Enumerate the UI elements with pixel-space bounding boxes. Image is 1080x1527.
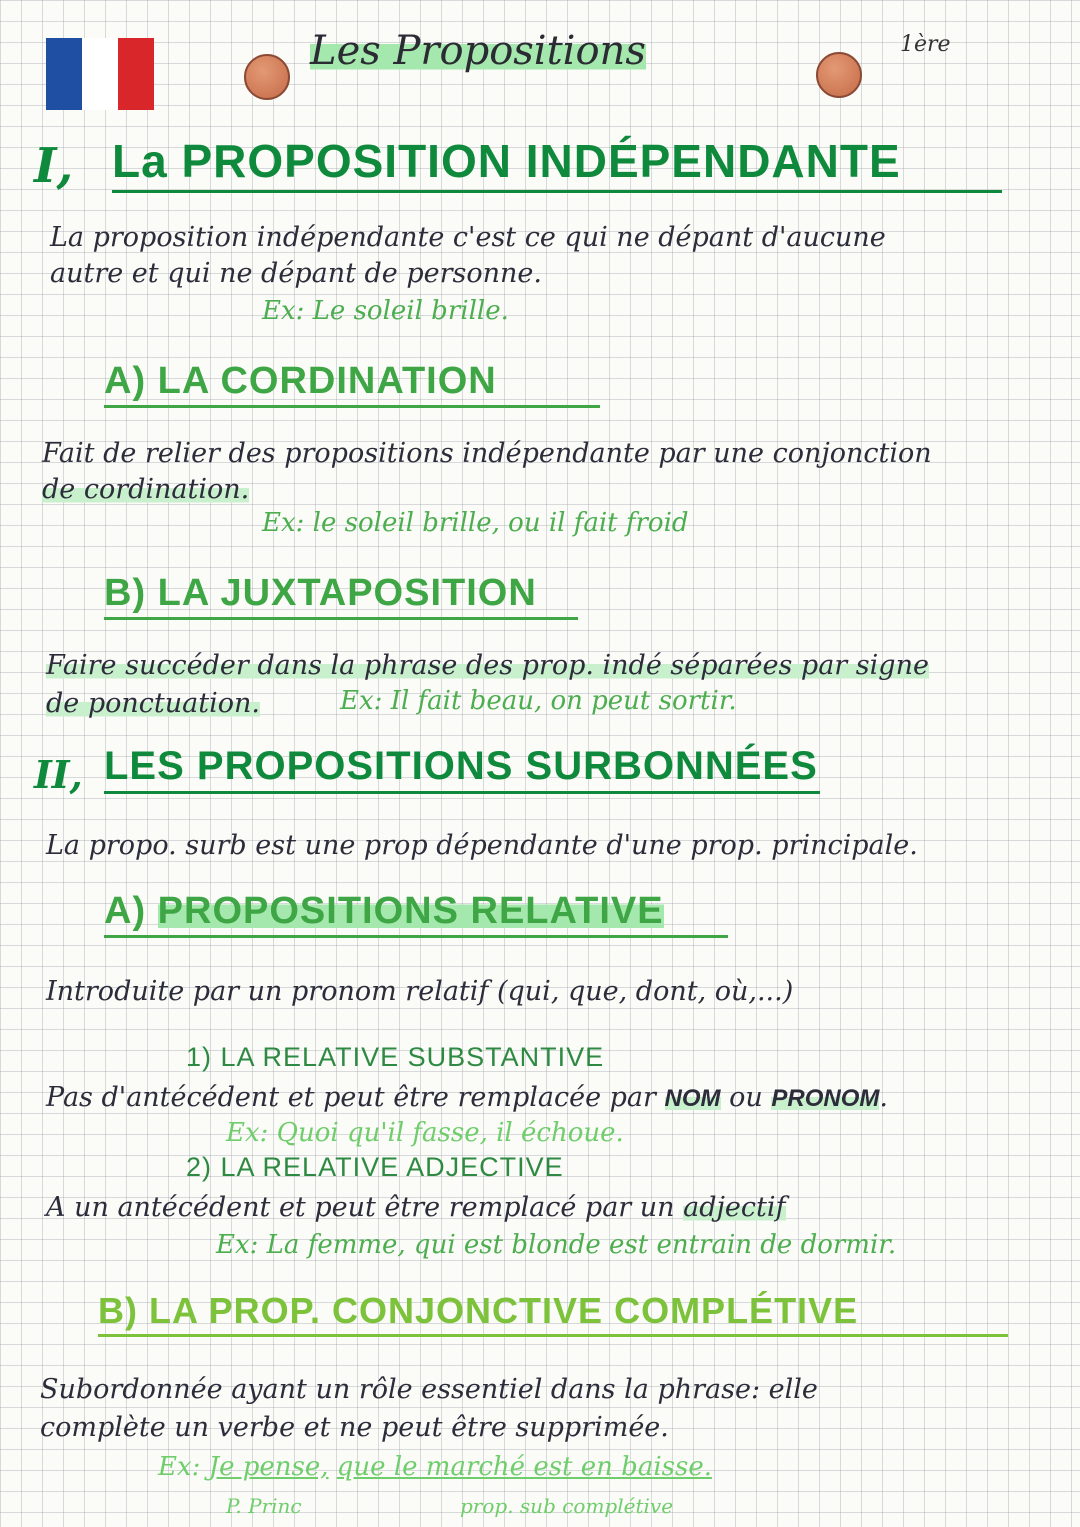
definition-text: Subordonnée ayant un rôle essentiel dans la phrase: elle — [40, 1374, 818, 1405]
example-text: Ex: Quoi qu'il fasse, il échoue. — [226, 1118, 624, 1148]
example-text: Ex: La femme, qui est blonde est entrain de dormir. — [216, 1230, 897, 1260]
example-text: Ex: le soleil brille, ou il fait froid — [262, 508, 689, 538]
definition-text: ou — [729, 1082, 763, 1113]
annotation: P. Princ — [226, 1494, 302, 1518]
subsection-heading — [104, 890, 728, 938]
definition-text: Fait de relier des propositions indépendante par une conjonction — [42, 438, 932, 469]
highlighted-term: de cordination. — [42, 474, 250, 505]
definition-text: A un antécédent et peut être remplacé par un — [46, 1192, 675, 1223]
example-text: Ex: Il fait beau, on peut sortir. — [340, 686, 737, 716]
section-number: I, — [34, 138, 74, 194]
subsection-prefix: A) — [104, 890, 147, 932]
definition-text: . — [879, 1082, 888, 1113]
example-prefix: Ex: — [158, 1452, 201, 1482]
example-text: Ex: Le soleil brille. — [262, 296, 509, 326]
definition-text — [46, 1082, 888, 1113]
sub-subsection-heading: 1) LA RELATIVE SUBSTANTIVE — [186, 1042, 605, 1072]
highlighted-term: PRONOM — [771, 1085, 880, 1112]
subordinate-clause: que le marché est en baisse. — [336, 1452, 712, 1482]
section-heading: LES PROPOSITIONS SURBONNÉES — [104, 744, 820, 794]
sub-subsection-heading: 2) LA RELATIVE ADJECTIVE — [186, 1152, 564, 1182]
definition-text — [46, 688, 260, 719]
subsection-heading: A) LA CORDINATION — [104, 360, 600, 408]
highlighted-term: de ponctuation. — [46, 688, 260, 719]
definition-text: Pas d'antécédent et peut être remplacée par — [46, 1082, 656, 1113]
page-title: Les Propositions — [310, 28, 646, 74]
definition-text: Introduite par un pronom relatif (qui, que, dont, où,...) — [46, 976, 794, 1007]
example-text — [158, 1452, 712, 1482]
subsection-heading: B) LA PROP. CONJONCTIVE COMPLÉTIVE — [98, 1290, 1008, 1337]
subsection-heading: B) LA JUXTAPOSITION — [104, 572, 578, 620]
definition-text: La proposition indépendante c'est ce qui ne dépant d'aucune — [50, 222, 886, 253]
highlighted-term: Faire succéder dans la phrase des prop. indé séparées par signe — [46, 650, 929, 681]
main-clause: Je pense, — [208, 1452, 329, 1482]
subsection-title: PROPOSITIONS RELATIVE — [157, 890, 664, 932]
binder-hole-icon — [244, 54, 290, 100]
definition-text — [46, 650, 929, 681]
french-flag-icon — [46, 38, 154, 110]
definition-text — [42, 474, 249, 505]
annotation: prop. sub complétive — [460, 1494, 674, 1518]
definition-text — [46, 830, 918, 861]
definition-text: autre et qui ne dépant de personne. — [50, 258, 542, 289]
grade-label: 1ère — [900, 32, 951, 57]
binder-hole-icon — [816, 52, 862, 98]
highlighted-term: NOM — [664, 1085, 721, 1112]
section-number: II, — [34, 752, 83, 797]
highlighted-term: adjectif — [683, 1192, 786, 1223]
definition-text: La propo. surb est une prop dépendante d'une prop. principale. — [46, 830, 918, 861]
definition-text: complète un verbe et ne peut être supprimée. — [40, 1412, 669, 1443]
definition-text — [46, 1192, 786, 1223]
section-heading: La PROPOSITION INDÉPENDANTE — [112, 134, 1002, 193]
